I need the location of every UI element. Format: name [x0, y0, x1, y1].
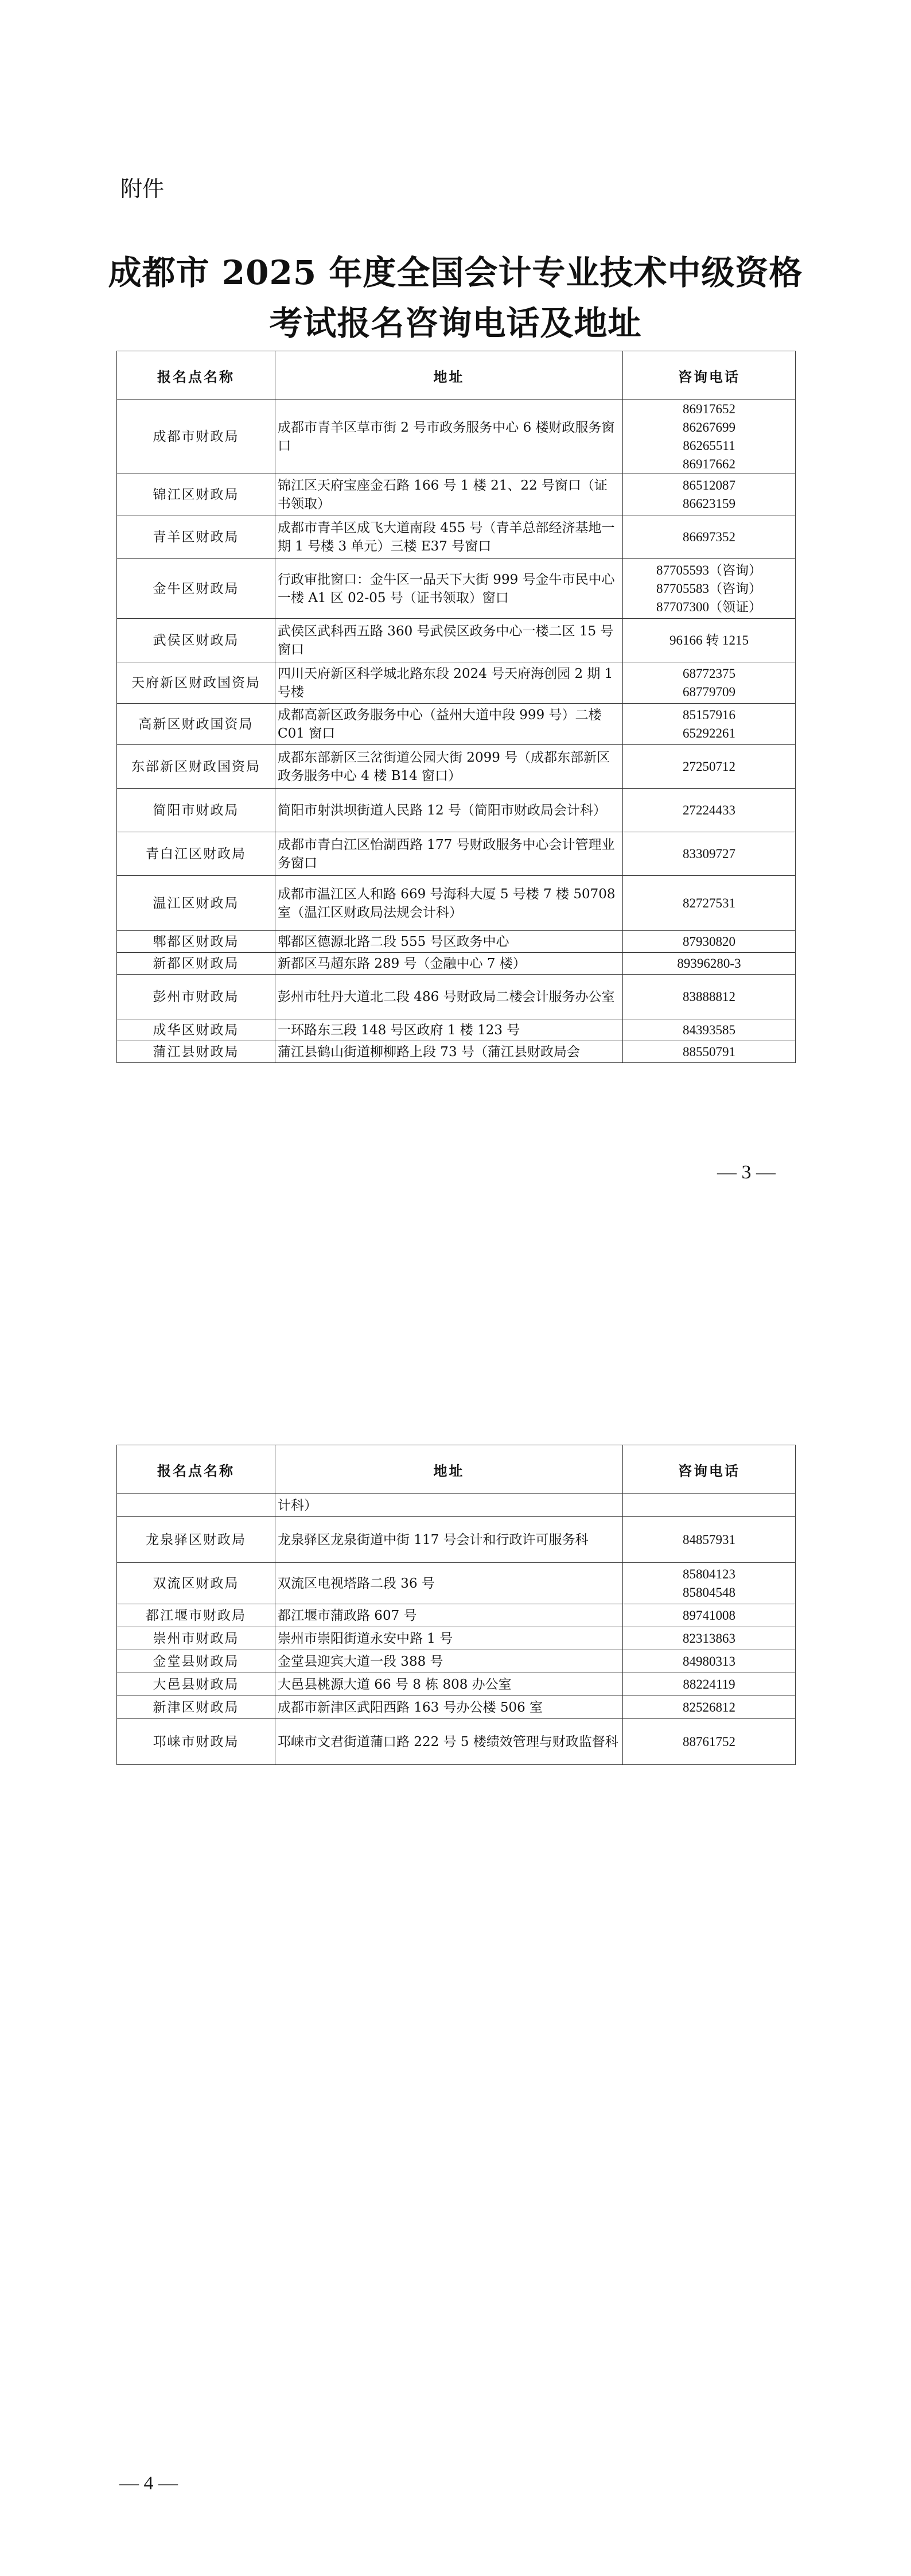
header-address: 地址: [275, 351, 623, 400]
cell-office-name: 武侯区财政局: [117, 619, 275, 662]
table-body: [117, 400, 796, 1063]
cell-phone: [623, 1517, 796, 1563]
cell-address: 成都市青白江区怡湖西路 177 号财政服务中心会计管理业务窗口: [275, 832, 623, 876]
header-name: 报名点名称: [117, 351, 275, 400]
phone-number: 83888812: [683, 989, 735, 1004]
cell-office-name: [117, 1494, 275, 1517]
table-row: [117, 1041, 796, 1063]
phone-number: 86512087: [683, 478, 735, 492]
cell-phone: [623, 1041, 796, 1063]
cell-address: 成都市新津区武阳西路 163 号办公楼 506 室: [275, 1696, 623, 1719]
cell-phone: [623, 662, 796, 704]
cell-address: 成都高新区政务服务中心（益州大道中段 999 号）二楼 C01 窗口: [275, 704, 623, 745]
phone-number: 87707300（领证）: [656, 599, 762, 614]
table-row: [117, 619, 796, 662]
header-name: 报名点名称: [117, 1445, 275, 1494]
cell-phone: [623, 619, 796, 662]
cell-address: 行政审批窗口：金牛区一品天下大街 999 号金牛市民中心一楼 A1 区 02-05 号（证书领取）窗口: [275, 559, 623, 619]
phone-number: 86697352: [683, 529, 735, 544]
phone-number: 84857931: [683, 1532, 735, 1547]
cell-office-name: 龙泉驿区财政局: [117, 1517, 275, 1563]
phone-number: 96166 转 1215: [669, 633, 749, 647]
cell-address: 新都区马超东路 289 号（金融中心 7 楼）: [275, 953, 623, 975]
table-row: [117, 704, 796, 745]
cell-address: 龙泉驿区龙泉街道中街 117 号会计和行政许可服务科: [275, 1517, 623, 1563]
phone-number: 86917662: [683, 457, 735, 471]
cell-address: 崇州市崇阳街道永安中路 1 号: [275, 1627, 623, 1650]
phone-number: 82727531: [683, 895, 735, 910]
table-row: [117, 953, 796, 975]
cell-address: 郫都区德源北路二段 555 号区政务中心: [275, 931, 623, 953]
phone-number: 87930820: [683, 934, 735, 949]
cell-phone: [623, 1494, 796, 1517]
phone-number: 68779709: [683, 684, 735, 699]
cell-phone: [623, 704, 796, 745]
table-row: [117, 515, 796, 559]
phone-number: 27224433: [683, 802, 735, 817]
cell-address: 双流区电视塔路二段 36 号: [275, 1563, 623, 1604]
phone-number: 88550791: [683, 1044, 735, 1059]
cell-office-name: 青羊区财政局: [117, 515, 275, 559]
cell-phone: [623, 1627, 796, 1650]
cell-office-name: 都江堰市财政局: [117, 1604, 275, 1627]
table-row: [117, 1517, 796, 1563]
table-row: [117, 1604, 796, 1627]
cell-address: 成都市青羊区草市街 2 号市政务服务中心 6 楼财政服务窗口: [275, 400, 623, 474]
cell-office-name: 郫都区财政局: [117, 931, 275, 953]
cell-phone: [623, 1019, 796, 1041]
cell-phone: [623, 1696, 796, 1719]
phone-number: 65292261: [683, 726, 735, 740]
cell-address: 一环路东三段 148 号区政府 1 楼 123 号: [275, 1019, 623, 1041]
phone-number: 84980313: [683, 1654, 735, 1669]
phone-number: 87705583（咨询）: [656, 581, 762, 596]
cell-phone: [623, 1719, 796, 1765]
cell-address: 成都市青羊区成飞大道南段 455 号（青羊总部经济基地一期 1 号楼 3 单元）三楼 E37 号窗口: [275, 515, 623, 559]
table-header-row: [117, 1445, 796, 1494]
cell-office-name: 金堂县财政局: [117, 1650, 275, 1673]
cell-address: 成都市温江区人和路 669 号海科大厦 5 号楼 7 楼 50708 室（温江区财政局法规会计科）: [275, 876, 623, 931]
cell-phone: [623, 1650, 796, 1673]
cell-office-name: 青白江区财政局: [117, 832, 275, 876]
cell-phone: [623, 832, 796, 876]
cell-phone: [623, 1673, 796, 1696]
cell-office-name: 大邑县财政局: [117, 1673, 275, 1696]
cell-office-name: 温江区财政局: [117, 876, 275, 931]
phone-number: 88224119: [683, 1677, 735, 1692]
page-number: — 3 —: [717, 1162, 776, 1183]
cell-phone: [623, 1604, 796, 1627]
cell-phone: [623, 953, 796, 975]
cell-office-name: 锦江区财政局: [117, 474, 275, 515]
phone-number: 86917652: [683, 402, 735, 416]
phone-number: 68772375: [683, 666, 735, 681]
cell-phone: [623, 559, 796, 619]
table-row: [117, 559, 796, 619]
cell-office-name: 高新区财政国资局: [117, 704, 275, 745]
phone-number: 85157916: [683, 707, 735, 722]
table-row: [117, 1627, 796, 1650]
cell-address: 简阳市射洪坝街道人民路 12 号（简阳市财政局会计科）: [275, 789, 623, 832]
cell-phone: [623, 931, 796, 953]
phone-number: 82526812: [683, 1700, 735, 1714]
cell-office-name: 金牛区财政局: [117, 559, 275, 619]
phone-number: 89741008: [683, 1608, 735, 1623]
phone-number: 83309727: [683, 846, 735, 861]
table-row: [117, 876, 796, 931]
phone-number: 85804548: [683, 1585, 735, 1600]
registration-table-part-1: [116, 351, 796, 1063]
cell-office-name: 成都市财政局: [117, 400, 275, 474]
header-phone: 咨询电话: [623, 351, 796, 400]
phone-number: 86623159: [683, 496, 735, 511]
phone-number: 86265511: [683, 439, 735, 453]
registration-table-part-2: [116, 1445, 796, 1765]
cell-phone: [623, 1563, 796, 1604]
table-row: [117, 1673, 796, 1696]
table-row: [117, 789, 796, 832]
cell-address: 都江堰市蒲政路 607 号: [275, 1604, 623, 1627]
table-row: [117, 474, 796, 515]
phone-number: 84393585: [683, 1022, 735, 1037]
cell-address: 成都东部新区三岔街道公园大街 2099 号（成都东部新区政务服务中心 4 楼 B14 窗口）: [275, 745, 623, 789]
cell-address: 蒲江县鹤山街道柳柳路上段 73 号（蒲江县财政局会: [275, 1041, 623, 1063]
cell-office-name: 崇州市财政局: [117, 1627, 275, 1650]
cell-phone: [623, 474, 796, 515]
cell-address: 武侯区武科西五路 360 号武侯区政务中心一楼二区 15 号窗口: [275, 619, 623, 662]
document-title-line-2: 考试报名咨询电话及地址: [269, 304, 642, 343]
header-address: 地址: [275, 1445, 623, 1494]
table-row: [117, 1494, 796, 1517]
cell-office-name: 天府新区财政国资局: [117, 662, 275, 704]
cell-address: 金堂县迎宾大道一段 388 号: [275, 1650, 623, 1673]
page-4: [0, 1288, 911, 2576]
header-phone: 咨询电话: [623, 1445, 796, 1494]
cell-phone: [623, 400, 796, 474]
cell-office-name: 东部新区财政国资局: [117, 745, 275, 789]
cell-address: 邛崃市文君街道蒲口路 222 号 5 楼绩效管理与财政监督科: [275, 1719, 623, 1765]
cell-office-name: 简阳市财政局: [117, 789, 275, 832]
table-row: [117, 832, 796, 876]
cell-office-name: 蒲江县财政局: [117, 1041, 275, 1063]
phone-number: 89396280-3: [677, 956, 741, 971]
cell-address: 锦江区天府宝座金石路 166 号 1 楼 21、22 号窗口（证书领取）: [275, 474, 623, 515]
table-row: [117, 1696, 796, 1719]
table-row: [117, 745, 796, 789]
attachment-label: 附件: [120, 176, 165, 201]
phone-number: 88761752: [683, 1734, 735, 1749]
phone-number: 82313863: [683, 1631, 735, 1646]
table-body: [117, 1494, 796, 1765]
phone-number: 27250712: [683, 759, 735, 774]
cell-office-name: 新都区财政局: [117, 953, 275, 975]
cell-office-name: 邛崃市财政局: [117, 1719, 275, 1765]
cell-phone: [623, 515, 796, 559]
cell-office-name: 新津区财政局: [117, 1696, 275, 1719]
cell-address: 四川天府新区科学城北路东段 2024 号天府海创园 2 期 1 号楼: [275, 662, 623, 704]
page-number: — 4 —: [119, 2473, 178, 2494]
phone-number: 87705593（咨询）: [656, 562, 762, 577]
document-title-line-1: 成都市 2025 年度全国会计专业技术中级资格: [108, 253, 803, 292]
cell-office-name: 成华区财政局: [117, 1019, 275, 1041]
phone-number: 85804123: [683, 1566, 735, 1581]
table-row: [117, 931, 796, 953]
cell-office-name: 彭州市财政局: [117, 975, 275, 1019]
cell-phone: [623, 876, 796, 931]
table-row: [117, 975, 796, 1019]
table-row: [117, 400, 796, 474]
cell-phone: [623, 789, 796, 832]
table-row: [117, 1650, 796, 1673]
cell-phone: [623, 745, 796, 789]
cell-address: 大邑县桃源大道 66 号 8 栋 808 办公室: [275, 1673, 623, 1696]
table-row: [117, 1563, 796, 1604]
cell-address: 彭州市牡丹大道北二段 486 号财政局二楼会计服务办公室: [275, 975, 623, 1019]
table-header-row: [117, 351, 796, 400]
cell-phone: [623, 975, 796, 1019]
table-row: [117, 1719, 796, 1765]
table-row: [117, 1019, 796, 1041]
phone-number: 86267699: [683, 420, 735, 434]
table-row: [117, 662, 796, 704]
cell-address: 计科）: [275, 1494, 623, 1517]
cell-office-name: 双流区财政局: [117, 1563, 275, 1604]
